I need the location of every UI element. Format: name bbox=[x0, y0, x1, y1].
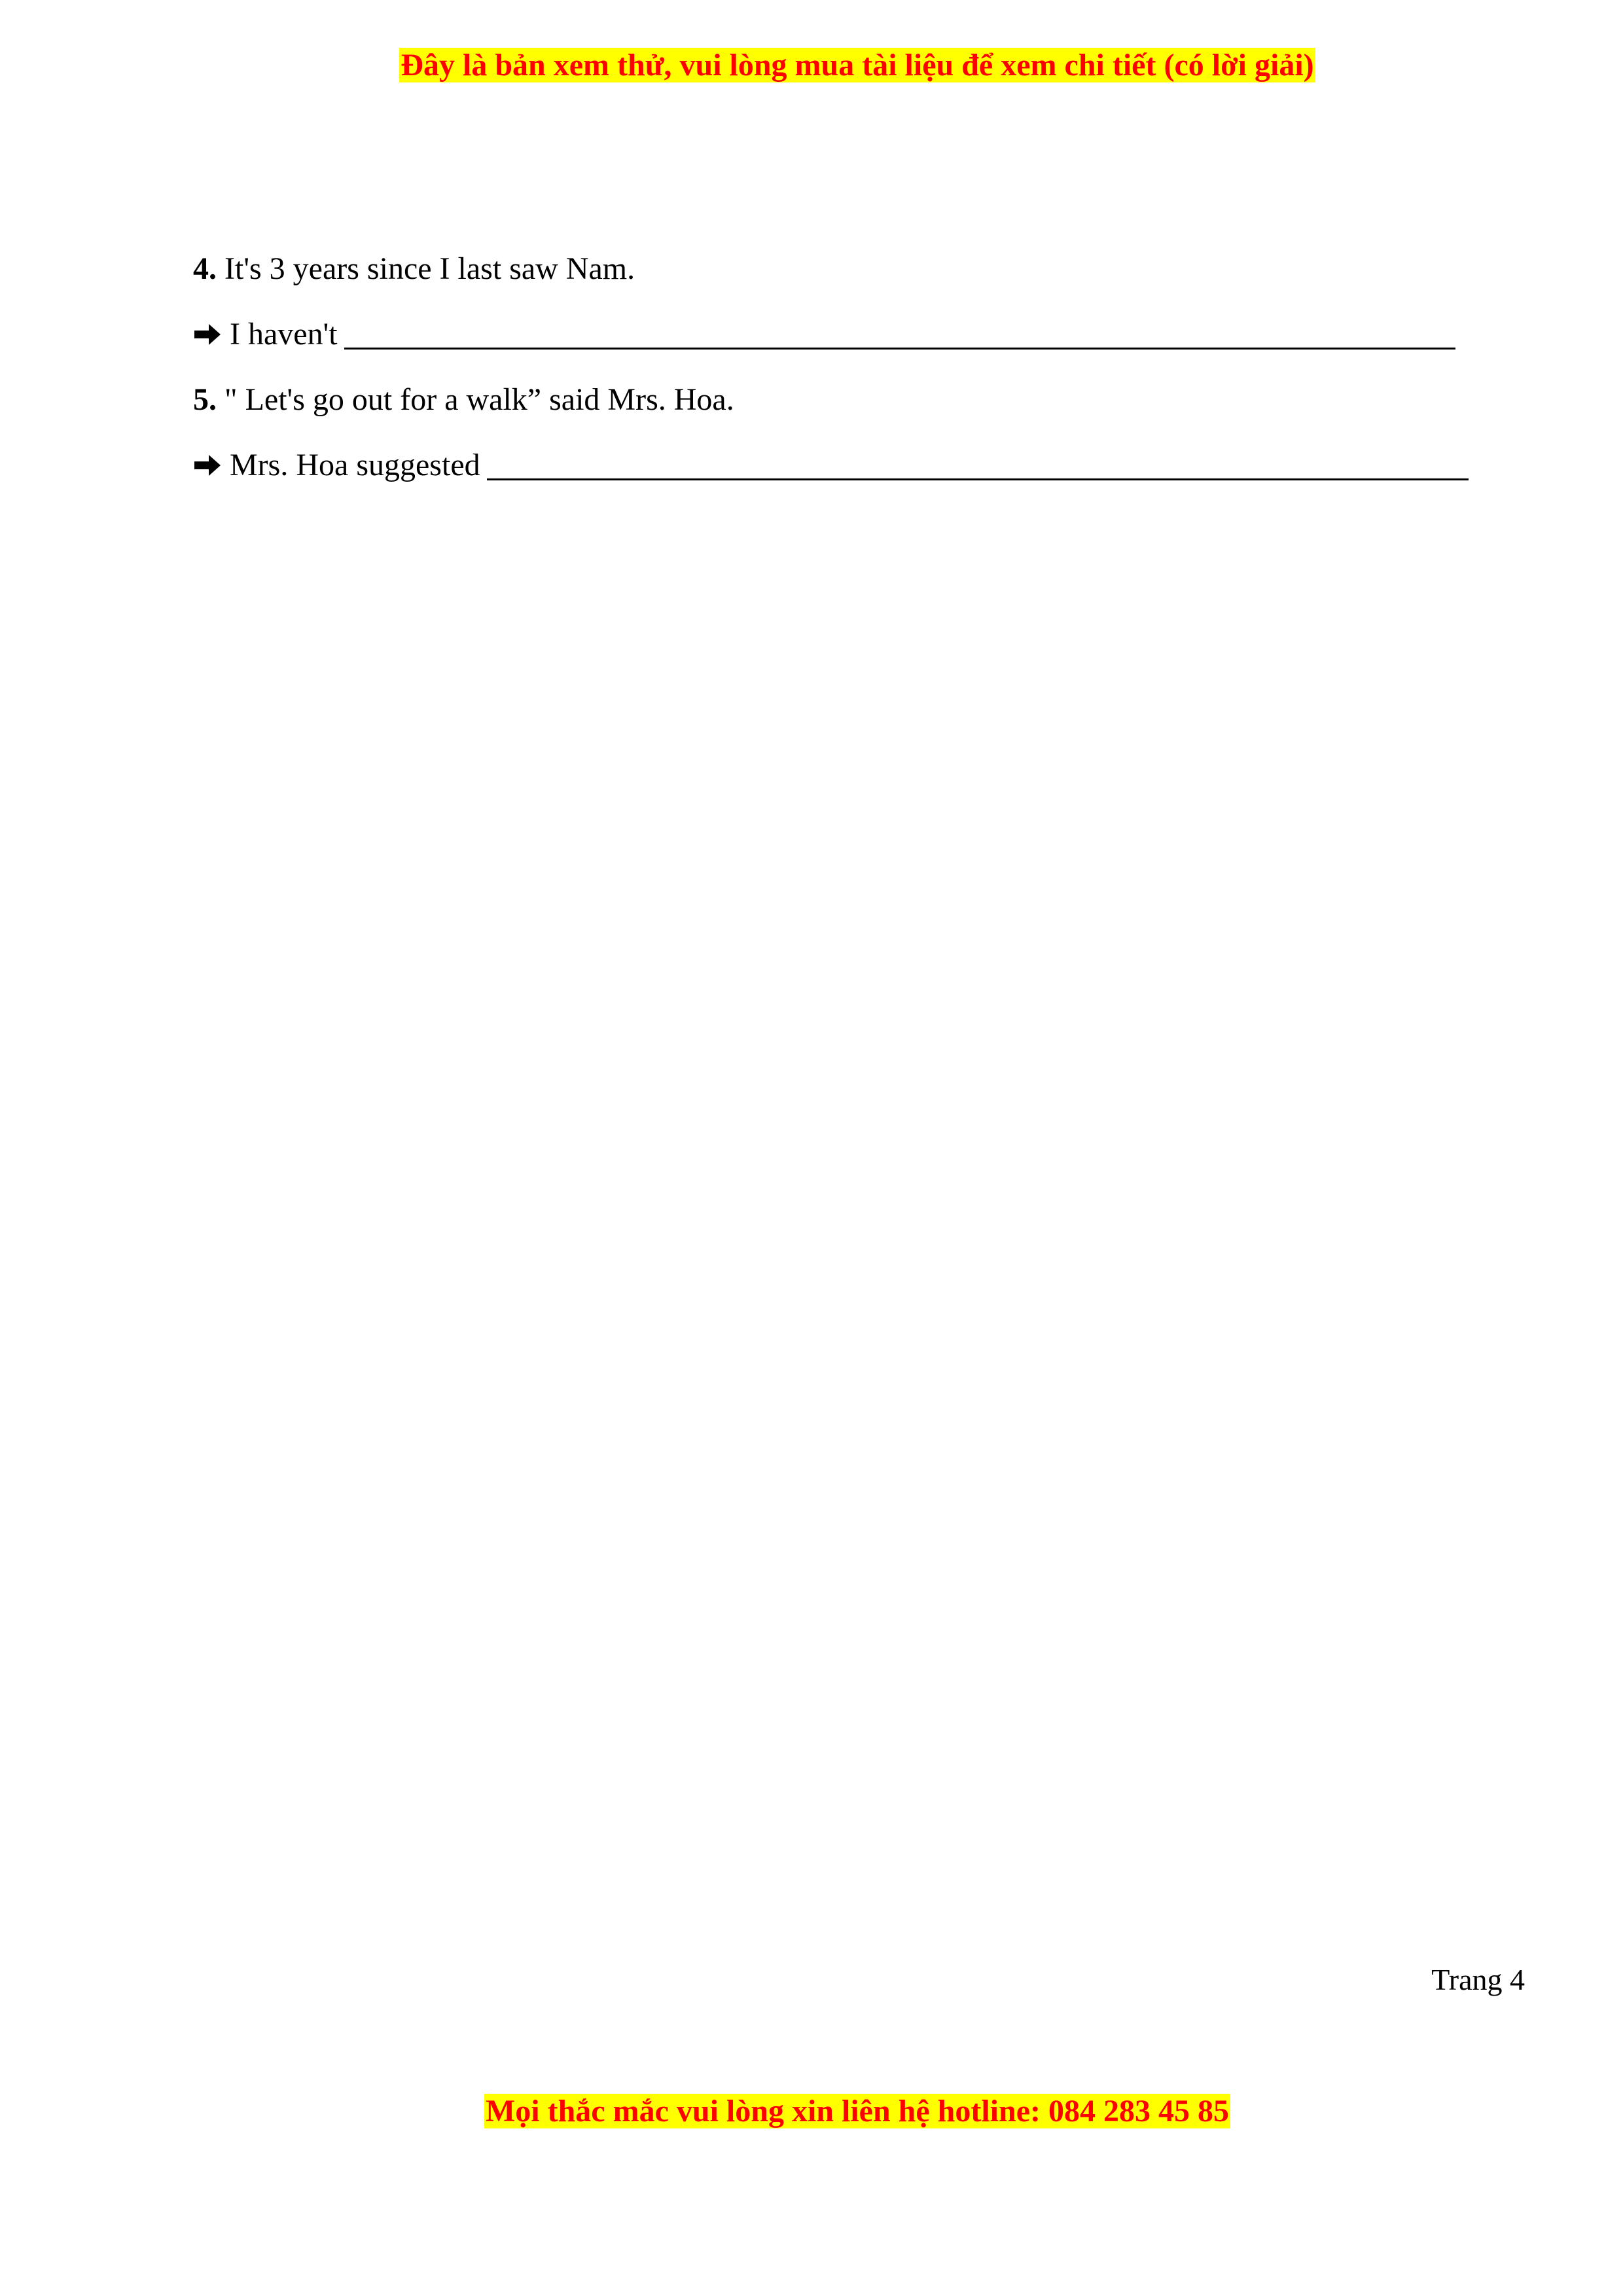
answer-4-start: I haven't bbox=[230, 317, 338, 351]
question-5-number: 5. bbox=[193, 382, 217, 417]
hotline-notice-text: Mọi thắc mắc vui lòng xin liên hệ hotline: 084 283 45 85 bbox=[485, 2094, 1229, 2128]
preview-notice-text: Đây là bản xem thử, vui lòng mua tài liệu để xem chi tiết (có lời giải) bbox=[401, 48, 1314, 82]
answer-5-blank[interactable] bbox=[487, 452, 1469, 480]
hotline-notice-banner bbox=[0, 2093, 1623, 2130]
preview-notice-banner bbox=[0, 47, 1623, 84]
question-5 bbox=[193, 382, 1502, 447]
question-4-number: 4. bbox=[193, 251, 217, 286]
answer-4-blank[interactable] bbox=[344, 321, 1455, 350]
answer-5-start: Mrs. Hoa suggested bbox=[230, 448, 480, 482]
question-5-prompt: " Let's go out for a walk” said Mrs. Hoa. bbox=[224, 382, 734, 417]
question-4 bbox=[193, 251, 1502, 316]
answer-line-4 bbox=[193, 316, 1502, 382]
question-4-prompt: It's 3 years since I last saw Nam. bbox=[224, 251, 635, 286]
answer-line-5 bbox=[193, 447, 1502, 512]
exercise-content bbox=[193, 251, 1502, 512]
right-arrow-icon bbox=[193, 322, 222, 347]
page-number: Trang 4 bbox=[1431, 1963, 1525, 1996]
right-arrow-icon bbox=[193, 453, 222, 478]
